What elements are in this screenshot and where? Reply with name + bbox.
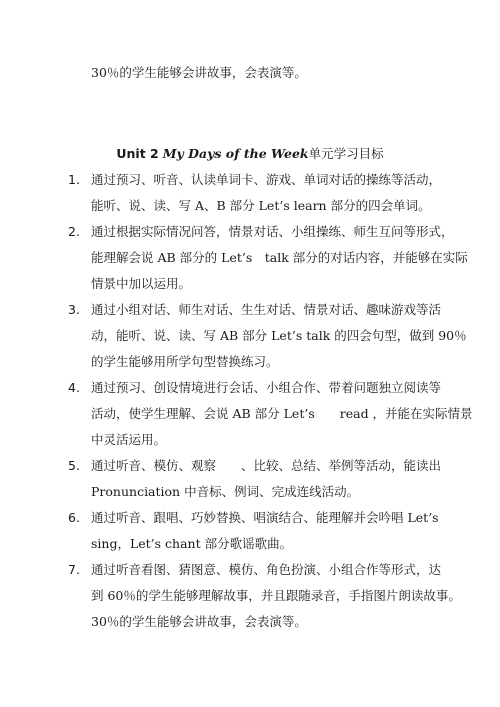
item-line: 通过预习、听音、认读单词卡、游戏、单词对话的操练等活动， [91,172,442,187]
section-heading [0,146,500,162]
item-line: 能理解会说 AB 部分的 Let’s talk 部分的对话内容，并能够在实际 [91,250,468,265]
item-line: 动，能听、说、读、写 AB 部分 Let’s talk 的四会句型，做到 90％ [91,328,467,343]
item-line: 通过听音看图、猜图意、模仿、角色扮演、小组合作等形式，达 [91,562,442,577]
heading-unit-label: Unit 2 [116,146,159,161]
item-number: 6. [68,510,80,525]
item-number: 4. [68,380,80,395]
heading-unit-title: My Days of the Week [162,146,309,161]
item-line: 的学生能够用所学句型替换练习。 [91,354,279,369]
item-line: 能听、说、读、写 A、B 部分 Let’s learn 部分的四会单词。 [91,198,431,213]
item-number: 3. [68,302,80,317]
item-line: 活动，使学生理解、会说 AB 部分 Let’s read ，并能在实际情景 [91,406,473,421]
heading-suffix: 单元学习目标 [308,146,384,161]
item-number: 1. [68,172,80,187]
item-line: 通过听音、模仿、观察 、比较、总结、举例等活动，能读出 [91,458,442,473]
continued-paragraph-line: 30％的学生能够会讲故事，会表演等。 [91,65,307,80]
item-line: 中灵活运用。 [91,432,167,447]
item-line: sing，Let’s chant 部分歌谣歌曲。 [91,536,293,551]
item-line: 30％的学生能够会讲故事，会表演等。 [91,614,307,629]
item-line: 通过根据实际情况问答，情景对话、小组操练、师生互问等形式， [91,224,454,239]
item-number: 7. [68,562,80,577]
item-line: 通过小组对话、师生对话、生生对话、情景对话、趣味游戏等活 [91,302,442,317]
item-number: 5. [68,458,80,473]
item-line: Pronunciation 中音标、例词、完成连线活动。 [91,484,360,499]
item-line: 到 60％的学生能够理解故事，并且跟随录音，手指图片朗读故事。 [91,588,461,603]
item-line: 通过听音、跟唱、巧妙替换、唱演结合、能理解并会吟唱 Let’s [91,510,439,525]
item-number: 2. [68,224,80,239]
item-line: 通过预习、创设情境进行会话、小组合作、带着问题独立阅读等 [91,380,442,395]
item-line: 情景中加以运用。 [91,276,192,291]
